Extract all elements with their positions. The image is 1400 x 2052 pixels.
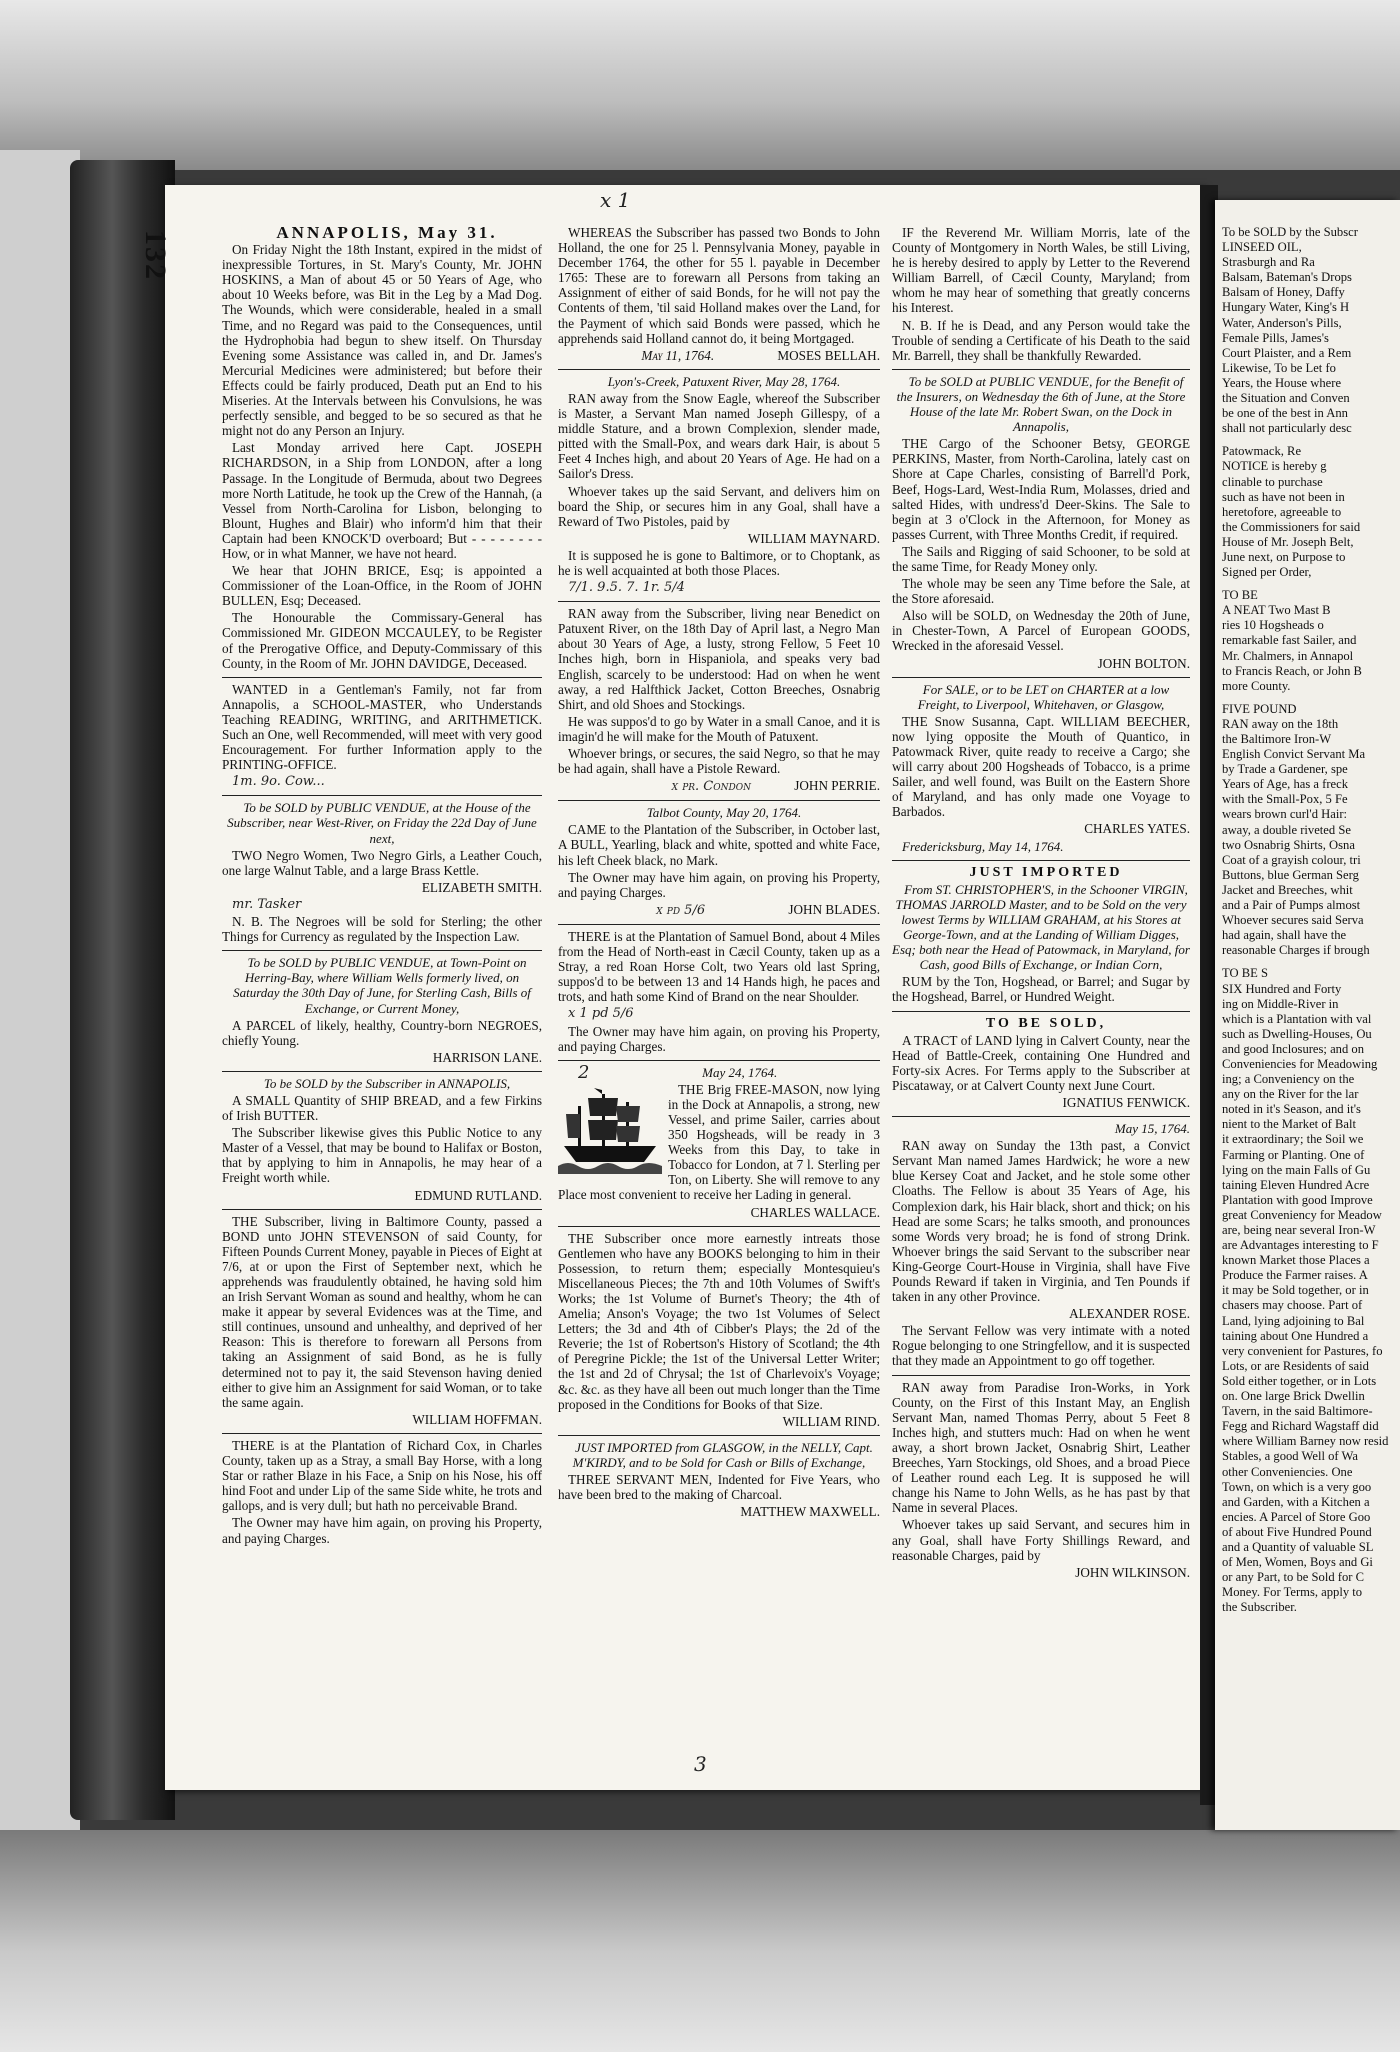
ad-signature: EDMUND RUTLAND. <box>414 1187 542 1203</box>
ad-heading: JUST IMPORTED from GLASGOW, in the NELLY, Capt. M'KIRDY, and to be Sold for Cash or Bills of Exchange, <box>572 1439 873 1470</box>
text-line: Jacket and Breeches, whit <box>1222 882 1353 897</box>
text-line: the Situation and Conven <box>1222 391 1350 406</box>
ad-heading: From ST. CHRISTOPHER'S, in the Schooner VIRGIN, THOMAS JARROLD Master, and to be Sold on the very lowest Terms by WILLIAM GRAHAM, at his Stores at George-Town, and at the Landing of William Digges, Esq; both near the Head of Patowmack, in Maryland, for Cash, good Bills of Exchange, or Indian Corn, <box>892 881 1190 973</box>
text-line: Town, on which is a very goo <box>1222 1479 1372 1494</box>
text-line: Lots, or are Residents of said <box>1222 1358 1369 1373</box>
text-line: June next, on Purpose to <box>1222 549 1346 564</box>
text-line: of about Five Hundred Pound <box>1222 1524 1372 1539</box>
text-line: Land, lying adjoining to Bal <box>1222 1313 1365 1328</box>
text-line: and a Quantity of valuable SL <box>1222 1539 1374 1554</box>
ad-date: Fredericksburg, May 14, 1764. <box>902 838 1064 854</box>
ad-signer: JOHN BLADES. <box>788 901 880 917</box>
text-line: Balsam of Honey, Daffy <box>1222 285 1345 300</box>
ad-signature: WILLIAM HOFFMAN. <box>412 1411 542 1427</box>
text-line: more County. <box>1222 678 1291 693</box>
ship-woodcut-icon <box>558 1084 662 1174</box>
text-line: which is a Plantation with val <box>1222 1011 1372 1026</box>
ad-heading: Lyon's-Creek, Patuxent River, May 28, 1764. <box>607 373 841 389</box>
morris-notice <box>892 225 1190 363</box>
ad-body: RAN away from the Subscriber, living near Benedict on Patuxent River, on the 18th Day of April last, a Negro Man about 30 Years of Age, a lusty, strong Fellow, 5 Feet 10 Inches high, born in Hispaniola, and speaks very bad English, scarcely to be understood: Had on when he went away, a red Halfthick Jacket, Cotton Breeches, Osnabrig Shirt, and old Shoes and Stockings. <box>558 606 880 712</box>
text-line: Money. For Terms, apply to <box>1222 1585 1363 1600</box>
page-number: 132 <box>139 230 172 281</box>
ad-body: The Sails and Rigging of said Schooner, to be sold at the same Time, for Ready Money only. <box>892 543 1190 574</box>
column-2 <box>558 225 880 1755</box>
ad-body: Whoever brings, or secures, the said Negro, so that he may be had again, shall have a Pistole Reward. <box>558 746 880 777</box>
news-item: Last Monday arrived here Capt. JOSEPH RICHARDSON, in a Ship from LONDON, after a long Passage. In the Longitude of Bermuda, about two Degrees more North Latitude, he took up the Crew of the Hannah, (a Vessel from North-Carolina for Lisbon, belonging to Blount, Hughes and Blair) who inform'd him that their Captain had been KNOCK'D overboard; But - - - - - - - - How, or in what Manner, we have not heard. <box>222 440 542 561</box>
ad-body: The Owner may have him again, on proving his Property, and paying Charges. <box>558 869 880 900</box>
ship-bread-advertisement <box>222 1071 542 1203</box>
text-line: Whoever secures said Serva <box>1222 913 1364 928</box>
text-line: SIX Hundred and Forty <box>1222 981 1342 996</box>
handwritten-note: x 1 pd 5/6 <box>568 1006 634 1022</box>
ad-body: THREE SERVANT MEN, Indented for Five Years, who have been bred to the making of Charcoal. <box>558 1472 880 1503</box>
text-line: Coat of a grayish colour, tri <box>1222 852 1361 867</box>
scan-background-top <box>0 0 1400 170</box>
column-3 <box>892 225 1190 1755</box>
ad-body: TWO Negro Women, Two Negro Girls, a Leather Couch, one large Walnut Table, and a large Brass Kettle. <box>222 847 542 878</box>
ad-date: 2 May 24, 1764. <box>558 1065 880 1080</box>
schoolmaster-advertisement <box>222 677 542 790</box>
stray-colt-notice <box>558 924 880 1054</box>
ad-body: A TRACT of LAND lying in Calvert County, near the Head of Battle-Creek, containing One Hundred and Forty-six Acres. For Terms apply to the Subscriber at Piscataway, or at Calvert County next June Court. <box>892 1032 1190 1093</box>
text-line: English Convict Servant Ma <box>1222 747 1366 762</box>
text-line: A NEAT Two Mast B <box>1222 603 1331 618</box>
ad-signature: IGNATIUS FENWICK. <box>1062 1094 1190 1110</box>
text-line: Patowmack, Re <box>1222 444 1302 459</box>
ad-signature: WILLIAM MAYNARD. <box>747 530 880 546</box>
text-line: TO BE S <box>1222 966 1268 981</box>
text-line: it extraordinary; the Soil we <box>1222 1132 1364 1147</box>
ad-body: RAN away from Paradise Iron-Works, in York County, on the First of this Instant May, an English Servant Man, named Thomas Perry, about 5 Feet 8 Inches high, and stutters much: Had on when he went away, a short brown Jacket, Osnabrig Shirt, Leather Breeches, Yarn Stockings, old Shoes, and a broad Piece of Leather round each Leg. It is supposed he will change his Name to John Wells, as he has past by that Name in several Places. <box>892 1379 1190 1516</box>
text-line: Farming or Planting. One of <box>1222 1147 1365 1162</box>
text-line: had again, shall have the <box>1222 928 1347 943</box>
column-4-partial <box>1222 225 1400 1745</box>
text-line: lying on the main Falls of Gu <box>1222 1162 1371 1177</box>
ad-body: It is supposed he is gone to Baltimore, or to Choptank, as he is well acquainted at both those Places. <box>558 547 880 578</box>
ad-signature: CHARLES WALLACE. <box>750 1204 880 1220</box>
ad-signature <box>558 778 880 794</box>
column-spacer <box>1222 580 1400 588</box>
text-line: ing; a Conveniency on the <box>1222 1072 1355 1087</box>
text-line: Signed per Order, <box>1222 565 1312 580</box>
ad-signature: WILLIAM RIND. <box>782 1413 880 1429</box>
servants-advertisement <box>558 1435 880 1519</box>
text-line: FIVE POUND <box>1222 701 1297 716</box>
ad-signature: ALEXANDER ROSE. <box>1069 1306 1190 1322</box>
text-line: House of Mr. Joseph Belt, <box>1222 534 1354 549</box>
ad-body: The Owner may have him again, on proving his Property, and paying Charges. <box>222 1515 542 1546</box>
text-line: Water, Anderson's Pills, <box>1222 315 1342 330</box>
ad-heading: To be SOLD at PUBLIC VENDUE, for the Benefit of the Insurers, on Wednesday the 6th of June, at the Store House of the late Mr. Robert Swan, on the Dock in Annapolis, <box>896 373 1186 435</box>
ad-body: THE Subscriber once more earnestly intreats those Gentlemen who have any BOOKS belonging to him in their Possession, to return them; especially Montesquieu's Miscellaneous Pieces; the 7th and 10th Volumes of Swift's Works; the 1st Volume of Burnet's Theory; the 4th of Amelia; Anson's Voyage; the two 1st Volumes of Select Letters; the 3d and 4th of Cibber's Plays; the 2d of the Reverie; the 1st of Robertson's History of Scotland; the 4th of Peregrine Pickle; the 1st of the Universal Letter Writer; the 1st and 2d of Chrysal; the 1st of Charlevoix's Voyage; &c. &c. as they have all been out much longer than the Time proposed in the Conditions for Books of that Size. <box>558 1230 880 1412</box>
text-line: Balsam, Bateman's Drops <box>1222 270 1352 285</box>
ad-signature: JOHN BOLTON. <box>1097 655 1190 671</box>
text-line: Buttons, blue German Serg <box>1222 867 1359 882</box>
text-line: with the Small-Pox, 5 Fe <box>1222 792 1348 807</box>
handwritten-note: 7/1. 9.5. 7. 1r. 5/4 <box>568 580 685 596</box>
text-line: ries 10 Hogsheads o <box>1222 618 1324 633</box>
ad-body: RUM by the Ton, Hogshead, or Barrel; and Sugar by the Hogshead, Barrel, or Hundred Weight. <box>892 974 1190 1005</box>
ad-body: The Subscriber likewise gives this Public Notice to any Master of a Vessel, that may be bound to Halifax or Boston, that by applying to him in Annapolis, he may hear of a Freight worth while. <box>222 1125 542 1186</box>
ad-body: THE Subscriber, living in Baltimore County, passed a BOND unto JOHN STEVENSON of said County, for Fifteen Pounds Current Money, payable in Pieces of Eight at 7/6, at or upon the First of September next, which he apprehends was fraudulently obtained, he having sold him an Irish Servant Woman as sound and healthy, whom he can make it appear by several Evidences was at the Time, and still continues, unsound and unhealthy, and deprived of her Reason: This is therefore to forewarn all Persons from taking an Assignment of said Bond, as he is fully determined not to pay it, the said Stevenson having denied either to give him an Assignment for said Woman, or to take the same again. <box>222 1213 542 1410</box>
text-line: away, a double riveted Se <box>1222 822 1351 837</box>
text-line: reasonable Charges if brough <box>1222 943 1370 958</box>
text-line: and Garden, with a Kitchen a <box>1222 1494 1370 1509</box>
text-line: Stables, a good Well of Wa <box>1222 1449 1359 1464</box>
text-line: the Commissioners for said <box>1222 519 1361 534</box>
ad-body: RAN away on Sunday the 13th past, a Convict Servant Man named James Hardwick; he wore a new blue Kersey Coat and Jacket, and he stole some other Cloaths. The Fellow is about 35 Years of Age, his Complexion dark, his Hair black, short and thick; on his Head are some Scars; he talks smooth, and pronounces some Words very broad; he is fond of strong Drink. Whoever brings the said Servant to the subscriber near King-George Court-House in Virginia, shall have Five Pounds Reward if taken in Virginia, and Ten Pounds if taken in any other Province. <box>892 1138 1190 1305</box>
ad-date: May 15, 1764. <box>1114 1121 1190 1137</box>
text-line: and good Inclosures; and on <box>1222 1041 1364 1056</box>
ad-body: The Servant Fellow was very intimate with a noted Rogue belonging to one Stringfellow, and it is suspected that they made an Appointment to go off together. <box>892 1323 1190 1369</box>
ad-signature: CHARLES YATES. <box>1084 821 1190 837</box>
text-line: any on the River for the lar <box>1222 1087 1359 1102</box>
text-line: be one of the best in Ann <box>1222 406 1348 421</box>
text-line: Plantation with good Improve <box>1222 1192 1373 1207</box>
ad-note: N. B. The Negroes will be sold for Sterling; the other Things for Currency as regulated by the Inspection Law. <box>222 914 542 945</box>
cargo-vendue-advertisement <box>892 369 1190 671</box>
bonds-notice <box>558 225 880 363</box>
scan-background-bottom <box>0 1830 1400 2052</box>
brig-freight-advertisement <box>558 1060 880 1220</box>
runaway-advertisement <box>892 1375 1190 1580</box>
text-line: such as Dwelling-Houses, Ou <box>1222 1026 1372 1041</box>
handwritten-note: x pr. Condon <box>671 779 751 795</box>
ad-body: Whoever takes up said Servant, and secures him in any Goal, shall have Forty Shillings Reward, and reasonable Charges, paid by <box>892 1517 1190 1563</box>
rum-advertisement <box>892 860 1190 1005</box>
ad-signature: ELIZABETH SMITH. <box>421 879 542 895</box>
ad-body: THERE is at the Plantation of Samuel Bond, about 4 Miles from the Head of North-east in Cæcil County, taken up as a Stray, a red Roan Horse Colt, two Years old last Spring, suppos'd to be between 13 and 14 Hands high, he paces and trots, and hath some Kind of Brand on the near Shoulder. <box>558 928 880 1005</box>
ad-body: Also will be SOLD, on Wednesday the 20th of June, in Chester-Town, A Parcel of European GOODS, Wrecked in the aforesaid Vessel. <box>892 608 1190 654</box>
text-line: Fegg and Richard Wagstaff did <box>1222 1419 1379 1434</box>
books-notice <box>558 1226 880 1429</box>
text-line: such as have not been in <box>1222 489 1345 504</box>
text-line: Years of Age, has a freck <box>1222 777 1349 792</box>
text-line: to Francis Reach, or John B <box>1222 663 1362 678</box>
handwritten-note: mr. Tasker <box>232 896 302 912</box>
runaway-advertisement <box>558 369 880 595</box>
text-line: on. One large Brick Dwellin <box>1222 1389 1365 1404</box>
ad-headline: JUST IMPORTED <box>969 864 1123 880</box>
news-item: On Friday Night the 18th Instant, expired in the midst of inexpressible Tortures, in St. Mary's County, Mr. JOHN HOSKINS, a Man of about 45 or 50 Years of Age, who about 10 Weeks before, was Bit in the Leg by a Mad Dog. The Wounds, which were considerable, healed in a small Time, and no Regard was paid to the Consequences, until the Hydrophobia had begun to shew itself. On Thursday Evening some Assistance was called in, and Dr. James's Mercurial Medicines were administered; but before their Effects could be fairly produced, Death put an End to his Miseries. At the Intervals between his Convulsions, he was perfectly sensible, and begged to be so secured as that he might not do any Person an Injury. <box>222 242 542 439</box>
text-line: it may be Sold together, or in <box>1222 1283 1369 1298</box>
stray-horse-notice <box>222 1433 542 1546</box>
ad-body: IF the Reverend Mr. William Morris, late of the County of Montgomery in North Wales, be still Living, he is hereby desired to apply by Letter to the Reverend William Barrell, of Cæcil County, Maryland; from whom he may hear of something that greatly concerns his Interest. <box>892 225 1190 316</box>
text-line: the Subscriber. <box>1222 1600 1297 1615</box>
text-line: LINSEED OIL, <box>1222 240 1302 255</box>
bond-notice <box>222 1209 542 1427</box>
charter-advertisement <box>892 677 1190 854</box>
ad-note: N. B. If he is Dead, and any Person would take the Trouble of sending a Certificate of his Death to the said Mr. Barrell, they shall be thankfully Rewarded. <box>892 317 1190 363</box>
ad-signature <box>558 902 880 918</box>
ad-signature: JOHN WILKINSON. <box>1075 1564 1190 1580</box>
text-line: encies. A Parcel of Store Goo <box>1222 1509 1371 1524</box>
ad-heading: For SALE, or to be LET on CHARTER at a low Freight, to Liverpool, Whitehaven, or Glasgow, <box>917 681 1170 712</box>
ad-signature: HARRISON LANE. <box>432 1049 542 1065</box>
ad-body: THE Cargo of the Schooner Betsy, GEORGE PERKINS, Master, from North-Carolina, lately cast on Shore at Cape Charles, consisting of Barrell'd Pork, Beef, Hogs-Lard, West-India Rum, Molasses, dried and salted Hides, with undress'd Deer-Skins. The Sale to begin at 3 o'Clock in the Afternoon, for Money as passes Current, with Three Months Credit, if required. <box>892 436 1190 542</box>
footer-handwriting: 3 <box>694 1752 707 1776</box>
text-line: NOTICE is hereby g <box>1222 459 1327 474</box>
ad-body: CAME to the Plantation of the Subscriber, in October last, A BULL, Yearling, black and white, spotted and white Face, his left Cheek black, no Mark. <box>558 822 880 868</box>
text-line: Hungary Water, King's H <box>1222 300 1350 315</box>
text-line: are, being near several Iron-W <box>1222 1223 1376 1237</box>
ad-heading: To be SOLD by PUBLIC VENDUE, at Town-Point on Herring-Bay, where William Wells formerly lived, on Saturday the 30th Day of June, for Sterling Cash, Bills of Exchange, or Current Money, <box>233 955 531 1016</box>
text-line: other Conveniencies. One <box>1222 1464 1353 1479</box>
text-line: or any Part, to be Sold for C <box>1222 1570 1365 1585</box>
ad-body: A PARCEL of likely, healthy, Country-born NEGROES, chiefly Young. <box>222 1017 542 1048</box>
ad-body: A SMALL Quantity of SHIP BREAD, and a few Firkins of Irish BUTTER. <box>222 1092 542 1124</box>
land-advertisement <box>892 1011 1190 1111</box>
text-line: Tavern, in the said Baltimore- <box>1222 1404 1373 1419</box>
column-1 <box>222 225 542 1755</box>
text-line: and a Pair of Pumps almost <box>1222 898 1361 913</box>
ad-body: THERE is at the Plantation of Richard Cox, in Charles County, taken up as a Stray, a small Bay Horse, with a long Star or rather Blaze in his Face, a Snip on his Nose, his off hind Foot and under Lip of the same Side white, he trots and gallops, and is very dull; but hath no perceivable Brand. <box>222 1437 542 1514</box>
ad-heading: Talbot County, May 20, 1764. <box>646 805 802 821</box>
stray-bull-notice <box>558 800 880 918</box>
text-line: chasers may choose. Part of <box>1222 1298 1363 1313</box>
runaway-advertisement <box>558 601 880 794</box>
text-line: known Market those Places a <box>1222 1253 1370 1268</box>
text-line: Strasburgh and Ra <box>1222 255 1315 270</box>
text-line: heretofore, agreeable to <box>1222 504 1342 519</box>
handwritten-note: 1m. 9o. Cow... <box>232 774 325 790</box>
handwritten-note: x pd 5/6 <box>656 902 706 918</box>
text-line: are Advantages interesting to F <box>1222 1238 1379 1253</box>
text-line: TO BE <box>1222 588 1258 603</box>
ad-signature: MATTHEW MAXWELL. <box>740 1504 880 1520</box>
scan-background-left <box>0 150 80 1850</box>
text-line: Years, the House where <box>1222 375 1342 390</box>
text-line: Conveniencies for Meadowing <box>1222 1056 1378 1071</box>
column-spacer <box>1222 958 1400 966</box>
book-spine <box>70 160 175 1820</box>
text-line: two Osnabrig Shirts, Osna <box>1222 837 1355 852</box>
dateline-headline: ANNAPOLIS, May 31. <box>276 225 498 242</box>
runaway-advertisement <box>892 1116 1190 1369</box>
text-line: Mr. Chalmers, in Annapol <box>1222 648 1354 663</box>
text-line: remarkable fast Sailer, and <box>1222 633 1357 648</box>
ad-body: WHEREAS the Subscriber has passed two Bonds to John Holland, the one for 25 l. Pennsylvania Money, payable in December 1764, the other for 55 l. payable in December 1765: These are to forewarn all Persons from taking an Assignment of either of said Bonds, for he will not pay the Contents of them, 'til said Holland makes over the Land, for the Payment of which said Bonds were passed, which he apprehends said Holland cannot do, it being Mortgaged. <box>558 225 880 346</box>
ad-body: THE Snow Susanna, Capt. WILLIAM BEECHER, now lying opposite the Mouth of Quantico, in Patowmack River, quite ready to receive a Cargo; she will carry about 200 Hogsheads of Tobacco, is a prime Sailer, and well found, was Built on the Eastern Shore of Maryland, and has only made one Voyage to Barbados. <box>892 713 1190 820</box>
ad-signer: MOSES BELLAH. <box>777 347 880 363</box>
text-line: very convenient for Pastures, fo <box>1222 1343 1383 1358</box>
ad-headline: TO BE SOLD, <box>985 1015 1107 1031</box>
text-line: the Baltimore Iron-W <box>1222 732 1332 746</box>
text-line: nient to the Market of Balt <box>1222 1117 1356 1132</box>
text-line: where William Barney now resid <box>1222 1434 1389 1449</box>
text-line: wears brown curl'd Hair: <box>1222 807 1348 822</box>
text-line: taining about One Hundred a <box>1222 1328 1369 1343</box>
vendue-advertisement <box>222 795 542 944</box>
text-line: Female Pills, James's <box>1222 330 1329 345</box>
ad-body: WANTED in a Gentleman's Family, not far from Annapolis, a SCHOOL-MASTER, who Understands Teaching READING, WRITING, and ARITHMETICK. Such an One, well Recommended, will meet with very good Encouragement. For further Information apply to the PRINTING-OFFICE. <box>222 681 542 773</box>
ad-body: RAN away from the Snow Eagle, whereof the Subscriber is Master, a Servant Man named Joseph Gillespy, of a middle Stature, and a brown Complexion, slender made, pitted with the Small-Pox, and wears dark Hair, is about 5 Feet 4 Inches high, and about 20 Years of Age. He had on a Sailor's Dress. <box>558 390 880 482</box>
vendue-advertisement <box>222 950 542 1065</box>
ad-body: THE Brig FREE-MASON, now lying in the Dock at Annapolis, a strong, new Vessel, and prime Sailer, carries about 350 Hogsheads, will be ready in 3 Weeks from this Day, to take in Tobacco for London, at 7 l. Sterling per Ton, on Liberty. She will remove to any Place most convenient to receive her Lading in general. <box>558 1081 880 1203</box>
text-line: shall not particularly desc <box>1222 421 1352 436</box>
text-line: noted in it's Season, and it's <box>1222 1102 1361 1117</box>
ad-signer: JOHN PERRIE. <box>794 778 880 794</box>
text-line: clinable to purchase <box>1222 474 1323 489</box>
column-spacer <box>1222 694 1400 702</box>
text-line: Sold either together, or in Lots <box>1222 1373 1377 1388</box>
ad-heading: To be SOLD by PUBLIC VENDUE, at the House of the Subscriber, near West-River, on Friday the 22d Day of June next, <box>227 800 537 846</box>
text-line: ing on Middle-River in <box>1222 996 1339 1011</box>
text-line: great Conveniency for Meadow <box>1222 1207 1382 1222</box>
ad-body: Whoever takes up the said Servant, and delivers him on board the Ship, or secures him in any Goal, shall have a Reward of Two Pistoles, paid by <box>558 483 880 529</box>
header-handwriting: x 1 <box>600 188 631 212</box>
ad-body: The Owner may have him again, on proving his Property, and paying Charges. <box>558 1023 880 1054</box>
news-item: We hear that JOHN BRICE, Esq; is appointed a Commissioner of the Loan-Office, in the Room of JOHN BULLEN, Esq; Deceased. <box>222 563 542 609</box>
text-line: by Trade a Gardener, spe <box>1222 762 1348 777</box>
text-line: Likewise, To be Let fo <box>1222 360 1336 375</box>
text-line: taining Eleven Hundred Acre <box>1222 1177 1370 1192</box>
text-line: Court Plaister, and a Rem <box>1222 345 1352 360</box>
column-spacer <box>1222 436 1400 444</box>
ad-body: He was suppos'd to go by Water in a small Canoe, and it is imagin'd he will make for the Mouth of Patuxent. <box>558 713 880 744</box>
text-line: of Men, Women, Boys and Gi <box>1222 1555 1373 1570</box>
handwritten-number: 2 <box>578 1061 590 1083</box>
text-line: To be SOLD by the Subscr <box>1222 225 1358 239</box>
ad-heading: To be SOLD by the Subscriber in ANNAPOLIS, <box>263 1075 511 1091</box>
ad-signature <box>558 348 880 363</box>
text-line: RAN away on the 18th <box>1222 716 1339 731</box>
news-item: The Honourable the Commissary-General has Commissioned Mr. GIDEON MCCAULEY, to be Register of the Prerogative Office, and Deputy-Commissary of this County, in the Room of Mr. JOHN DAVIDGE, Deceased. <box>222 610 542 671</box>
ad-body: The whole may be seen any Time before the Sale, at the Store aforesaid. <box>892 576 1190 607</box>
text-line: Produce the Farmer raises. A <box>1222 1268 1368 1283</box>
ad-date: May 11, 1764. <box>641 347 715 363</box>
